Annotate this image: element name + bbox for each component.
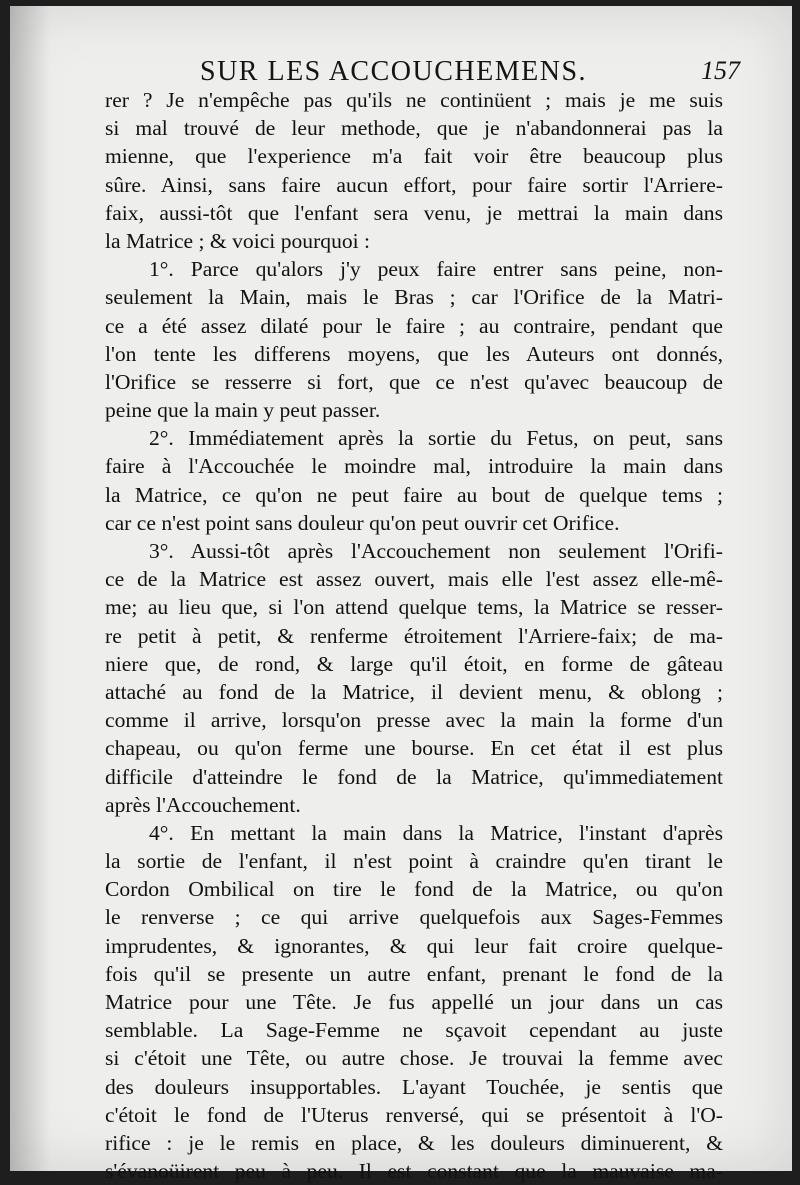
- text-line: comme il arrive, lorsqu'on presse avec la main la forme d'un: [105, 708, 723, 733]
- text-line: mienne, que l'experience m'a fait voir être beaucoup plus: [105, 144, 723, 169]
- text-line: ce de la Matrice est assez ouvert, mais elle l'est assez elle-mê-: [105, 567, 723, 592]
- text-line: chapeau, ou qu'on ferme une bourse. En cet état il est plus: [105, 736, 723, 761]
- text-line: 1°. Parce qu'alors j'y peux faire entrer sans peine, non-: [149, 257, 723, 282]
- text-line: me; au lieu que, si l'on attend quelque tems, la Matrice se resser-: [105, 595, 723, 620]
- text-line: l'Orifice se resserre si fort, que ce n'est qu'avec beaucoup de: [105, 369, 723, 394]
- text-line: si mal trouvé de leur methode, que je n'abandonnerai pas la: [105, 116, 723, 141]
- text-line: ce a été assez dilaté pour le faire ; au contraire, pendant que: [105, 313, 723, 338]
- body-text: [105, 86, 723, 1185]
- text-line: l'on tente les differens moyens, que les Auteurs ont donnés,: [105, 341, 723, 366]
- text-line: la Matrice ; & voici pourquoi :: [105, 228, 371, 253]
- text-line: faix, aussi-tôt que l'enfant sera venu, je mettrai la main dans: [105, 200, 723, 225]
- text-line: imprudentes, & ignorantes, & qui leur fait croire quelque-: [105, 933, 723, 958]
- running-title: SUR LES ACCOUCHEMENS.: [200, 56, 588, 87]
- text-line: rer ? Je n'empêche pas qu'ils ne continüent ; mais je me suis: [105, 88, 723, 112]
- text-line: Matrice pour une Tête. Je fus appellé un jour dans un cas: [105, 990, 723, 1014]
- text-line: fois qu'il se presente un autre enfant, prenant le fond de la: [105, 961, 723, 986]
- text-line: 2°. Immédiatement après la sortie du Fetus, on peut, sans: [149, 426, 723, 451]
- text-line: si c'étoit une Tête, ou autre chose. Je trouvai la femme avec: [105, 1046, 723, 1071]
- text-line: des douleurs insupportables. L'ayant Touchée, je sentis que: [105, 1074, 723, 1099]
- text-line: après l'Accouchement.: [105, 792, 301, 817]
- text-line: le renverse ; ce qui arrive quelquefois aux Sages-Femmes: [105, 905, 723, 930]
- text-line: sûre. Ainsi, sans faire aucun effort, pour faire sortir l'Arriere-: [105, 172, 723, 197]
- text-line: c'étoit le fond de l'Uterus renversé, qui se présentoit à l'O-: [105, 1102, 723, 1127]
- text-line: la sortie de l'enfant, il n'est point à craindre qu'en tirant le: [105, 849, 723, 874]
- text-line: attaché au fond de la Matrice, il devient menu, & oblong ;: [105, 679, 723, 704]
- text-line: rifice : je le remis en place, & les douleurs diminuerent, &: [105, 1130, 723, 1155]
- text-line: semblable. La Sage-Femme ne sçavoit cependant au juste: [105, 1018, 723, 1043]
- text-line: peine que la main y peut passer.: [105, 398, 381, 423]
- page-number: 157: [701, 56, 740, 85]
- text-line: s'évanoüirent peu à peu. Il est constant que la mauvaise ma-: [105, 1159, 723, 1184]
- text-line: re petit à petit, & renferme étroitement l'Arriere-faix; de ma-: [105, 623, 723, 648]
- book-page: [10, 6, 792, 1184]
- text-line: 3°. Aussi-tôt après l'Accouchement non seulement l'Orifi-: [149, 539, 723, 563]
- text-line: difficile d'atteindre le fond de la Matrice, qu'immediatement: [105, 764, 723, 789]
- text-line: car ce n'est point sans douleur qu'on peut ouvrir cet Orifice.: [105, 510, 620, 535]
- text-line: seulement la Main, mais le Bras ; car l'Orifice de la Matri-: [105, 285, 723, 310]
- text-line: la Matrice, ce qu'on ne peut faire au bout de quelque tems ;: [105, 482, 723, 507]
- text-line: Cordon Ombilical on tire le fond de la Matrice, ou qu'on: [105, 877, 723, 902]
- text-line: faire à l'Accouchée le moindre mal, introduire la main dans: [105, 454, 723, 479]
- text-line: 4°. En mettant la main dans la Matrice, l'instant d'après: [149, 820, 723, 845]
- text-line: niere que, de rond, & large qu'il étoit, en forme de gâteau: [105, 651, 723, 676]
